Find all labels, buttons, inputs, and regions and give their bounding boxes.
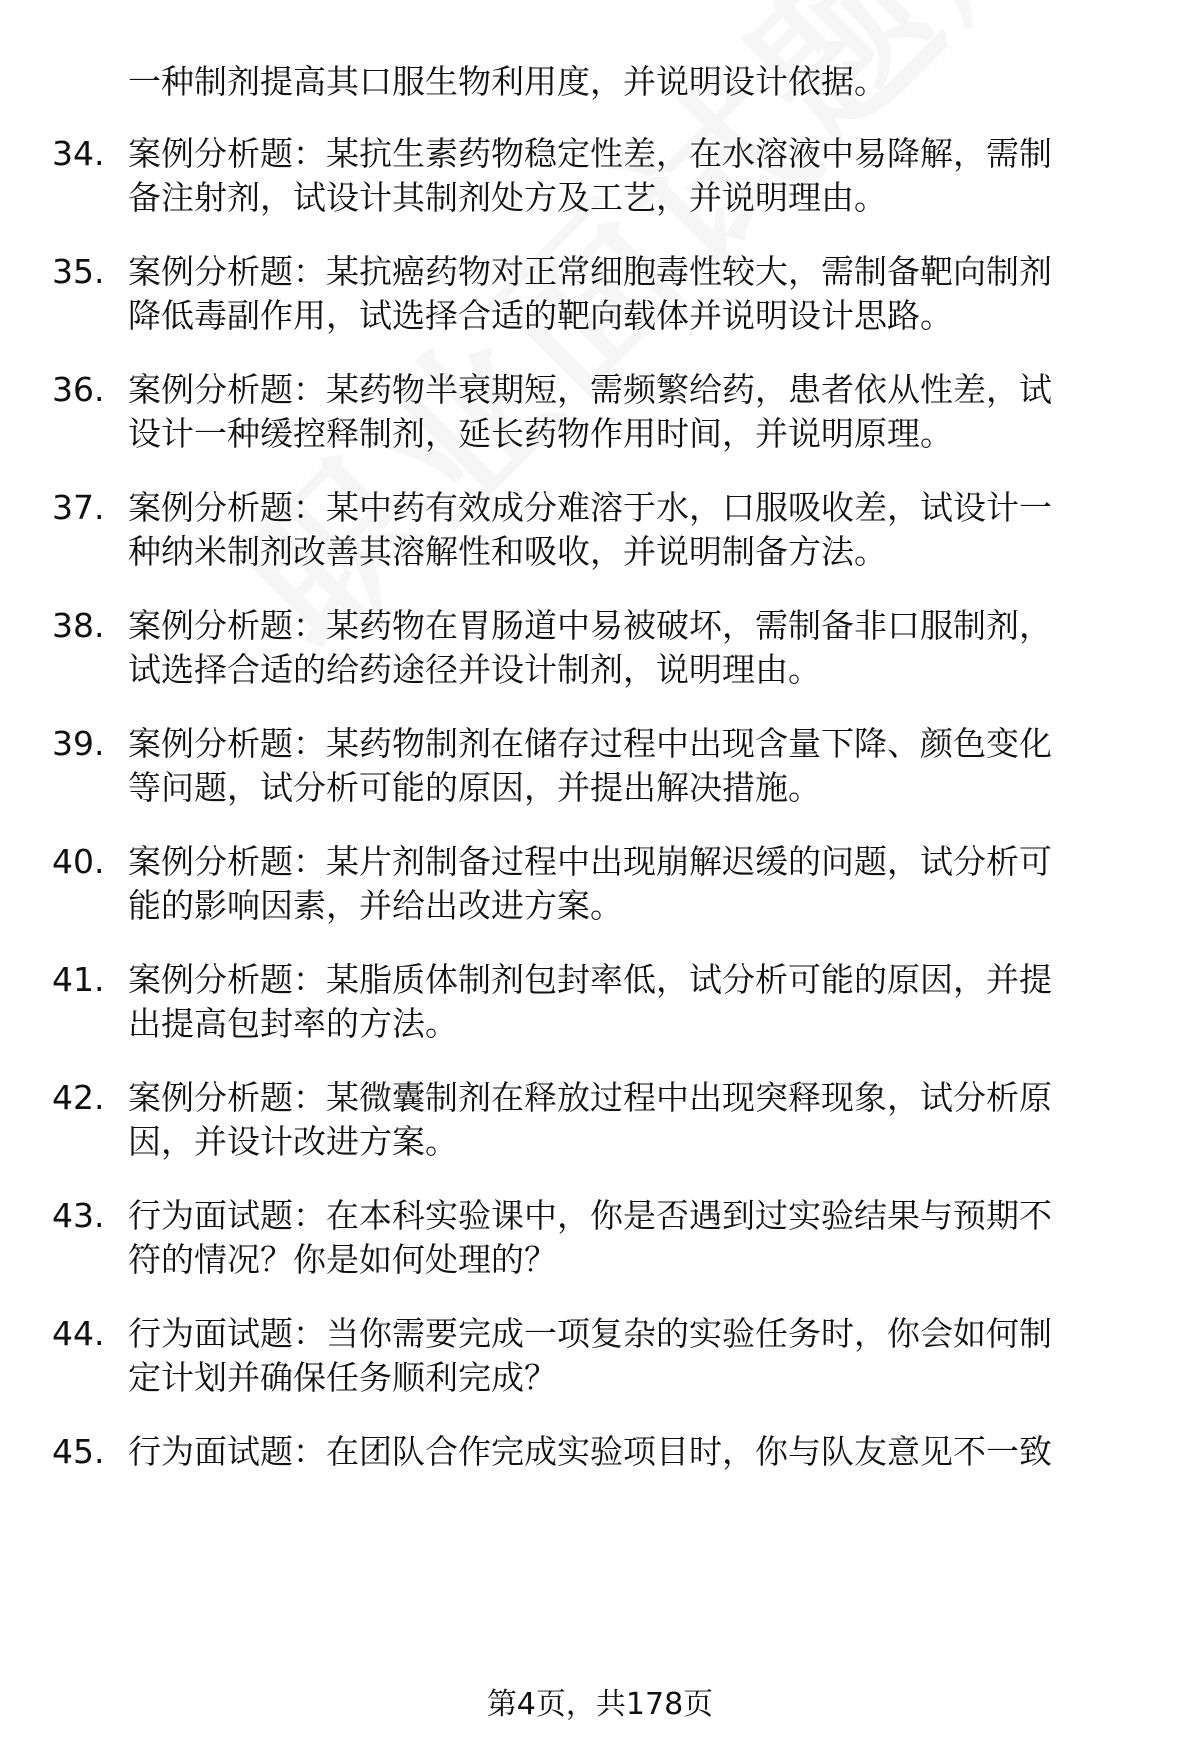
question-text-line: 案例分析题：某脂质体制剂包封率低，试分析可能的原因，并提: [128, 960, 1052, 999]
question-text-line: 案例分析题：某药物制剂在储存过程中出现含量下降、颜色变化: [128, 724, 1052, 763]
question-text-line: 行为面试题：在本科实验课中，你是否遇到过实验结果与预期不: [128, 1196, 1052, 1235]
question-text: [128, 604, 1148, 692]
question-text-line: 定计划并确保任务顺利完成？: [128, 1358, 557, 1397]
question-text-line: 行为面试题：当你需要完成一项复杂的实验任务时，你会如何制: [128, 1314, 1052, 1353]
question-text-line: 出提高包封率的方法。: [128, 1004, 458, 1043]
question-text-line: 种纳米制剂改善其溶解性和吸收，并说明制备方法。: [128, 532, 887, 571]
question-text: [128, 250, 1148, 338]
question-number: 42.: [52, 1078, 105, 1117]
question-text: [128, 132, 1148, 220]
question-text-line: 试选择合适的给药途径并设计制剂，说明理由。: [128, 650, 821, 689]
question-text-line: 案例分析题：某微囊制剂在释放过程中出现突释现象，试分析原: [128, 1078, 1052, 1117]
question-number: 36.: [52, 370, 105, 409]
question-text-line: 降低毒副作用，试选择合适的靶向载体并说明设计思路。: [128, 296, 953, 335]
question-text: [128, 1076, 1148, 1164]
continuation-line: 一种制剂提高其口服生物利用度，并说明设计依据。: [128, 62, 887, 101]
question-text: [128, 486, 1148, 574]
question-number: 40.: [52, 842, 105, 881]
question-text: [128, 1312, 1148, 1400]
question-number: 41.: [52, 960, 105, 999]
question-text-line: 备注射剂，试设计其制剂处方及工艺，并说明理由。: [128, 178, 887, 217]
question-text: [128, 368, 1148, 456]
question-number: 45.: [52, 1432, 105, 1471]
page-footer: 第4页，共178页: [486, 1687, 714, 1722]
question-text-line: 设计一种缓控释制剂，延长药物作用时间，并说明原理。: [128, 414, 953, 453]
question-number: 37.: [52, 488, 105, 527]
question-text: [128, 1194, 1148, 1282]
question-number: 39.: [52, 724, 105, 763]
question-number: 35.: [52, 252, 105, 291]
question-text-line: 因，并设计改进方案。: [128, 1122, 458, 1161]
question-text-line: 行为面试题：在团队合作完成实验项目时，你与队友意见不一致: [128, 1432, 1052, 1471]
question-text-line: 案例分析题：某抗生素药物稳定性差，在水溶液中易降解，需制: [128, 134, 1052, 173]
question-text: [128, 958, 1148, 1046]
question-text-line: 案例分析题：某药物在胃肠道中易被破坏，需制备非口服制剂，: [128, 606, 1052, 645]
question-text-line: 符的情况？你是如何处理的？: [128, 1240, 557, 1279]
question-number: 34.: [52, 134, 105, 173]
question-text-line: 案例分析题：某片剂制备过程中出现崩解迟缓的问题，试分析可: [128, 842, 1052, 881]
question-text: [128, 722, 1148, 810]
question-text: [128, 840, 1148, 928]
question-text: [128, 1430, 1148, 1474]
question-number: 44.: [52, 1314, 105, 1353]
question-number: 43.: [52, 1196, 105, 1235]
question-number: 38.: [52, 606, 105, 645]
question-text-line: 案例分析题：某药物半衰期短，需频繁给药，患者依从性差，试: [128, 370, 1052, 409]
question-text-line: 等问题，试分析可能的原因，并提出解决措施。: [128, 768, 821, 807]
question-text-line: 案例分析题：某抗癌药物对正常细胞毒性较大，需制备靶向制剂: [128, 252, 1052, 291]
question-text-line: 案例分析题：某中药有效成分难溶于水，口服吸收差，试设计一: [128, 488, 1052, 527]
question-text-line: 能的影响因素，并给出改进方案。: [128, 886, 623, 925]
